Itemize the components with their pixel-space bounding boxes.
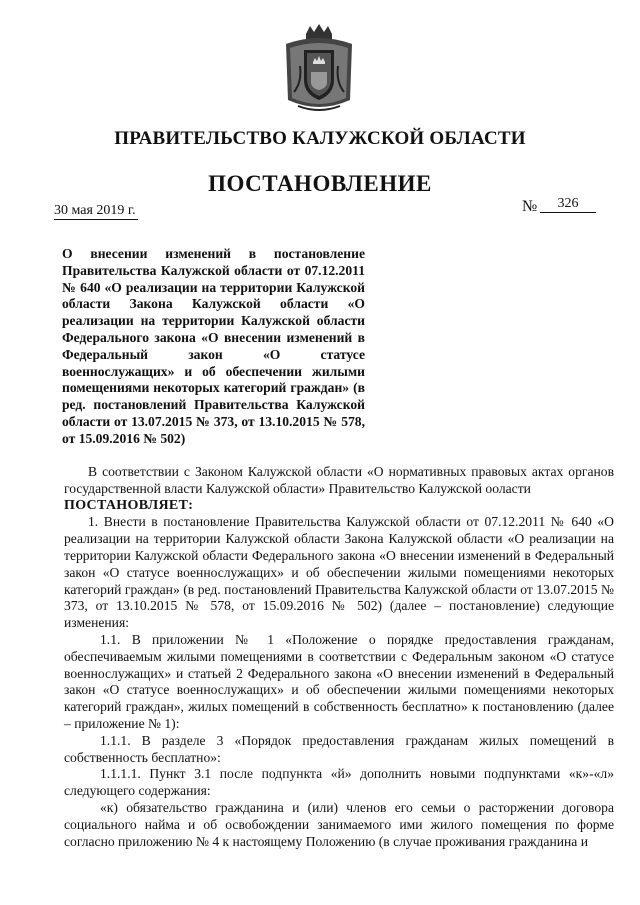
item-1-1-1-1: 1.1.1.1. Пункт 3.1 после подпункта «й» дополнить новыми подпунктами «к»-«л» следующего содержания: — [64, 766, 614, 799]
organization-name: ПРАВИТЕЛЬСТВО КАЛУЖСКОЙ ОБЛАСТИ — [114, 128, 526, 149]
preamble: В соответствии с Законом Калужской области «О нормативных правовых актах органов государственной власти Калужской области» Правительство Калужской ооласти — [64, 464, 614, 496]
document-body — [64, 464, 614, 850]
document-title: О внесении изменений в постановление Правительства Калужской области от 07.12.2011 № 640 «О реализации на территории Калужской области Закона Калужской области «О реализации на территории Калужской области Федерального закона «О внесении изменений в Федеральный закон «О статусе военнослужащих» и об обеспечении жилыми помещениями некоторых категорий граждан» (в ред. постановлений Правительства Калужской области от 13.07.2015 № 373, от 13.10.2015 № 578, от 15.09.2016 № 502) — [62, 246, 365, 446]
decree-word: ПОСТАНОВЛЯЕТ: — [64, 497, 194, 513]
document-type: ПОСТАНОВЛЕНИЕ — [208, 171, 432, 196]
coat-of-arms-emblem — [280, 22, 358, 114]
item-1-1-1: 1.1.1. В разделе 3 «Порядок предоставления гражданам жилых помещений в собственность бесплатно»: — [64, 732, 614, 765]
document-number: 326 — [540, 196, 596, 213]
document-date: 30 мая 2019 г. — [54, 203, 136, 218]
subitem-k: «к) обязательство гражданина и (или) членов его семьи о расторжении договора социального найма и об освобождении занимаемого ими жилого помещения по форме согласно приложению № 4 к настоящему Положению (в случае проживания гражданина и — [64, 799, 614, 849]
item-1-1: 1.1. В приложении № 1 «Положение о порядке предоставления гражданам, обеспечиваемым жилыми помещениями в соответствии с Федеральным законом «О статусе военнослужащих» и статьей 2 Федерального закона «О внесении изменений в Федеральный закон «О статусе военнослужащих» и об обеспечении жилыми помещениями некоторых категорий граждан», жилых помещений в собственность бесплатно» к постановлению (далее – приложение № 1): — [64, 631, 614, 731]
item-1: 1. Внести в постановление Правительства Калужской области от 07.12.2011 № 640 «О реализации на территории Калужской области Закона Калужской области «О реализации на территории Калужской области Федерального закона «О внесении изменений в Федеральный закон «О статусе военнослужащих» и об обеспечении жилыми помещениями некоторых категорий граждан» (в ред. постановлений Правительства Калужской области от 13.07.2015 № 373, от 13.10.2015 № 578, от 15.09.2016 № 502) (далее – постановление) следующие изменения: — [64, 514, 614, 631]
number-label: № — [522, 198, 538, 215]
